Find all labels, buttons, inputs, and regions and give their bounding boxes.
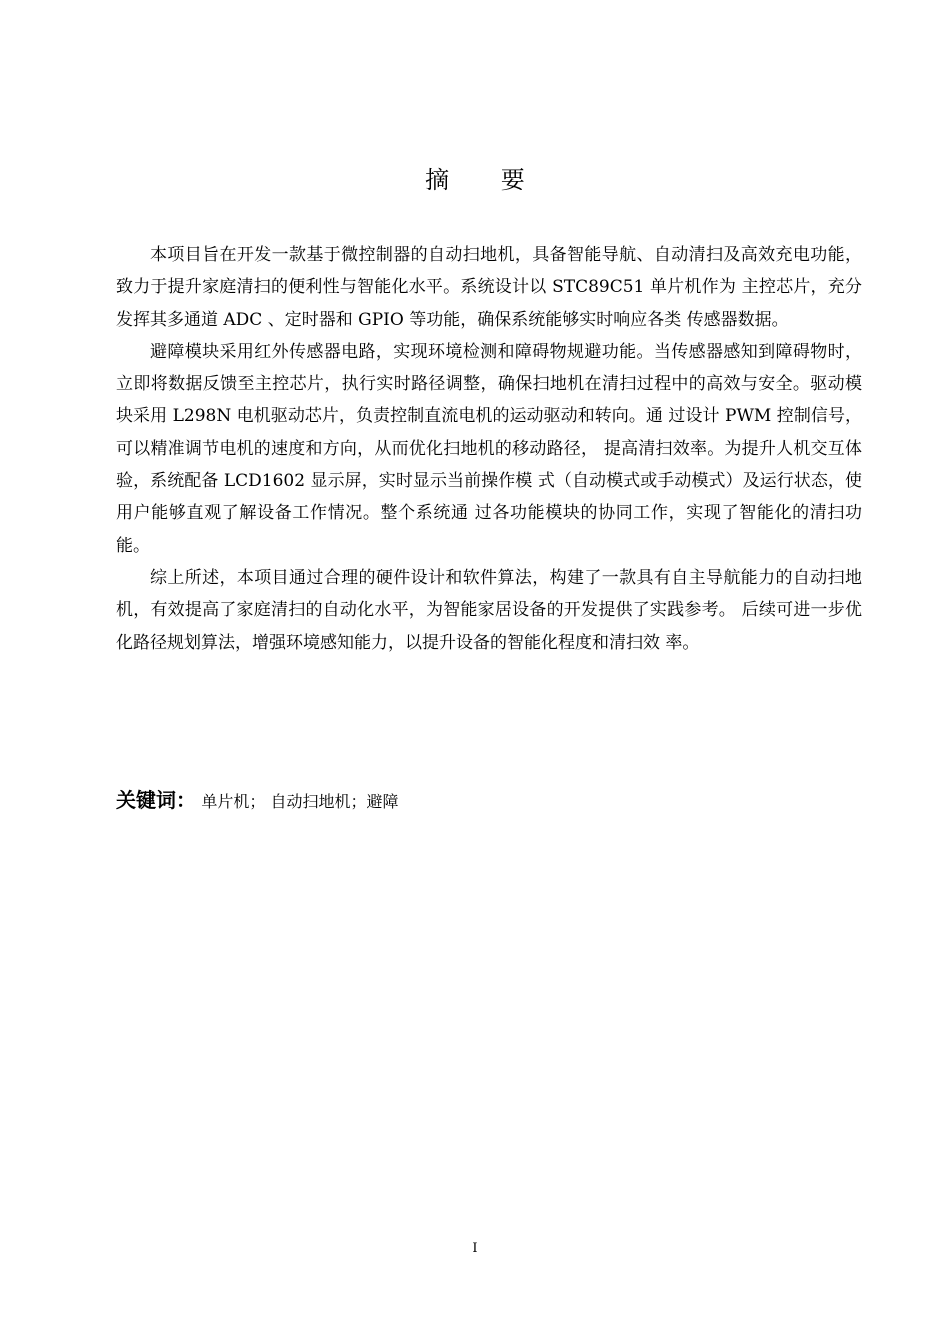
abstract-paragraph-1: 本项目旨在开发一款基于微控制器的自动扫地机，具备智能导航、自动清扫及高效充电功能，致力于提升家庭清扫的便利性与智能化水平。系统设计以 STC89C51 单片机作为 主控芯片，充分发挥其多通道 ADC 、定时器和 GPIO 等功能，确保系统能够实时响应各类 传感器数据。 bbox=[116, 245, 862, 330]
keywords-label: 关键词： bbox=[116, 788, 196, 812]
abstract-paragraph-2: 避障模块采用红外传感器电路，实现环境检测和障碍物规避功能。当传感器感知到障碍物时，立即将数据反馈至主控芯片，执行实时路径调整，确保扫地机在清扫过程中的高效与安全。驱动模块采用 L298N 电机驱动芯片，负责控制直流电机的运动驱动和转向。通 过设计 PWM 控制信号，可以精准调节电机的速度和方向，从而优化扫地机的移动路径， 提高清扫效率。为提升人机交互体验，系统配备 LCD1602 显示屏，实时显示当前操作模 式（自动模式或手动模式）及运行状态，使用户能够直观了解设备工作情况。整个系统通 过各功能模块的协同工作，实现了智能化的清扫功能。 bbox=[116, 341, 862, 556]
keywords-line bbox=[116, 784, 399, 813]
keywords-value: 单片机； 自动扫地机；避障 bbox=[201, 792, 399, 811]
page-number: I bbox=[472, 1241, 478, 1256]
abstract-body bbox=[116, 239, 862, 659]
abstract-title: 摘 要 bbox=[425, 166, 547, 194]
abstract-paragraph-3: 综上所述，本项目通过合理的硬件设计和软件算法，构建了一款具有自主导航能力的自动扫地机，有效提高了家庭清扫的自动化水平，为智能家居设备的开发提供了实践参考。 后续可进一步优化路径规划算法，增强环境感知能力，以提升设备的智能化程度和清扫效 率。 bbox=[116, 567, 862, 653]
